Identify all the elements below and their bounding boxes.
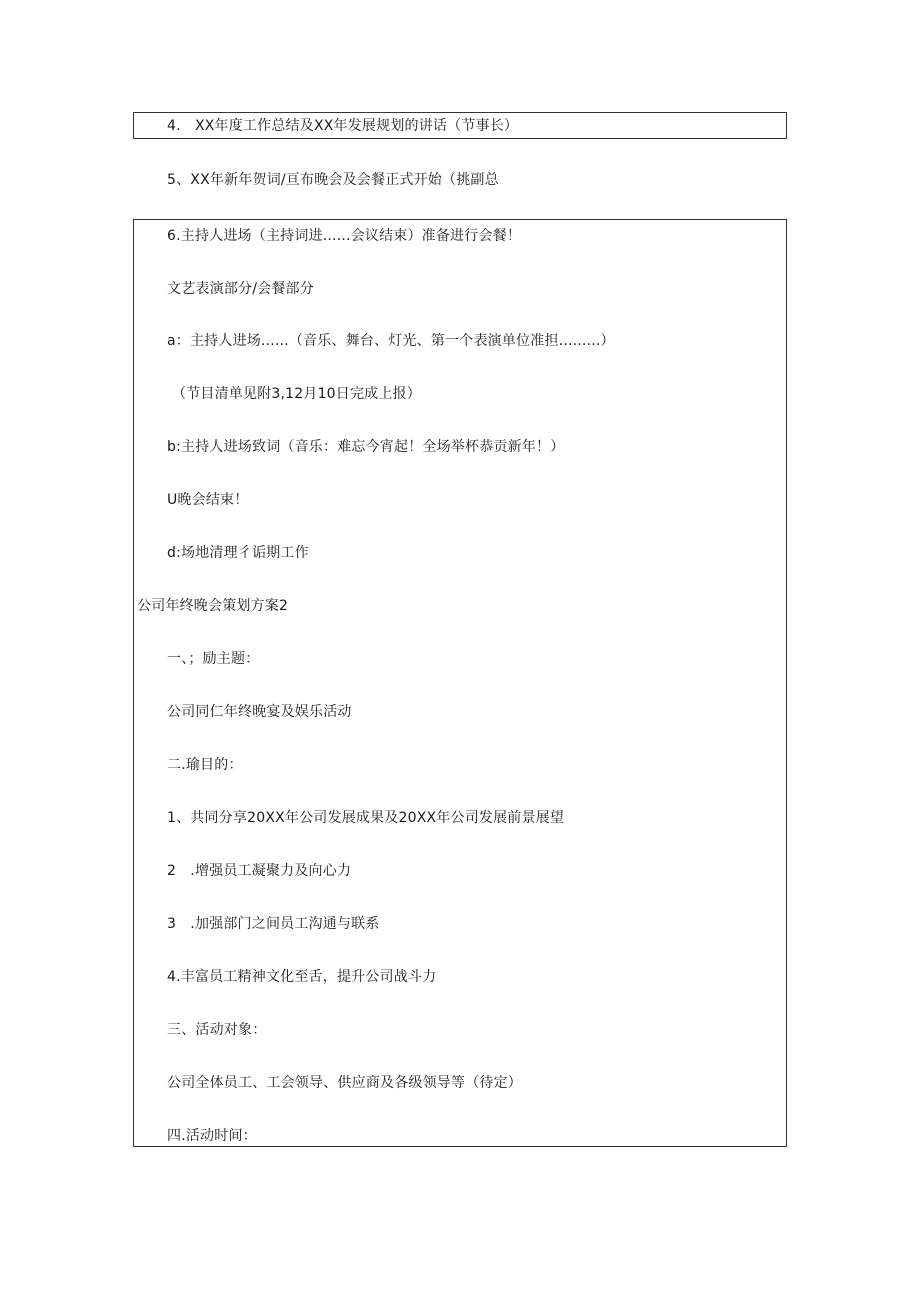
- section-4-heading: 四.活动时间：: [167, 1128, 257, 1144]
- purpose-item-1: 1、共同分享20XX年公司发展成果及20XX年公司发展前景展望: [167, 810, 565, 826]
- agenda-item-4: 4. XX年度工作总结及XX年发展规划的讲话（节事长）: [167, 118, 519, 134]
- section-1-text: 公司同仁年终晚宴及娱乐活动: [167, 704, 352, 720]
- purpose-item-4: 4.丰富员工精神文化至舌，提升公司战斗力: [167, 969, 437, 985]
- plan-2-title: 公司年终晚会策划方案2: [137, 598, 289, 614]
- purpose-item-3: 3 .加强部门之间员工沟通与联系: [167, 916, 380, 932]
- section-3-text: 公司全体员工、工会领导、供应商及各级领导等（待定）: [167, 1075, 522, 1091]
- item-c: U晚会结束！: [167, 492, 249, 508]
- section-1-heading: 一、；励主题：: [167, 651, 260, 667]
- section-2-heading: 二.瑜目的：: [167, 757, 243, 773]
- agenda-box-2: [133, 219, 787, 1147]
- item-a: a：主持人进场......（音乐、舞台、灯光、第一个表演单位准担.........）: [167, 333, 615, 349]
- agenda-item-5: 5、XX年新年贺词/亘布晚会及会餐正式开始（挑副总: [167, 172, 499, 188]
- purpose-item-2: 2 .增强员工凝聚力及向心力: [167, 863, 352, 879]
- section-3-heading: 三、活动对象：: [167, 1022, 267, 1038]
- program-list-note: （节目清单见附3,12月10日完成上报）: [172, 386, 421, 402]
- section-heading-performance: 文艺表演部分/会餐部分: [167, 281, 314, 297]
- item-b: b:主持人进场致词（音乐：难忘今宵起！全场举杯恭贡新年！）: [167, 439, 565, 455]
- item-d: d:场地清理彳诟期工作: [167, 545, 309, 561]
- agenda-item-6: 6.主持人进场（主持词进......会议结束）准备进行会餐！: [167, 228, 522, 244]
